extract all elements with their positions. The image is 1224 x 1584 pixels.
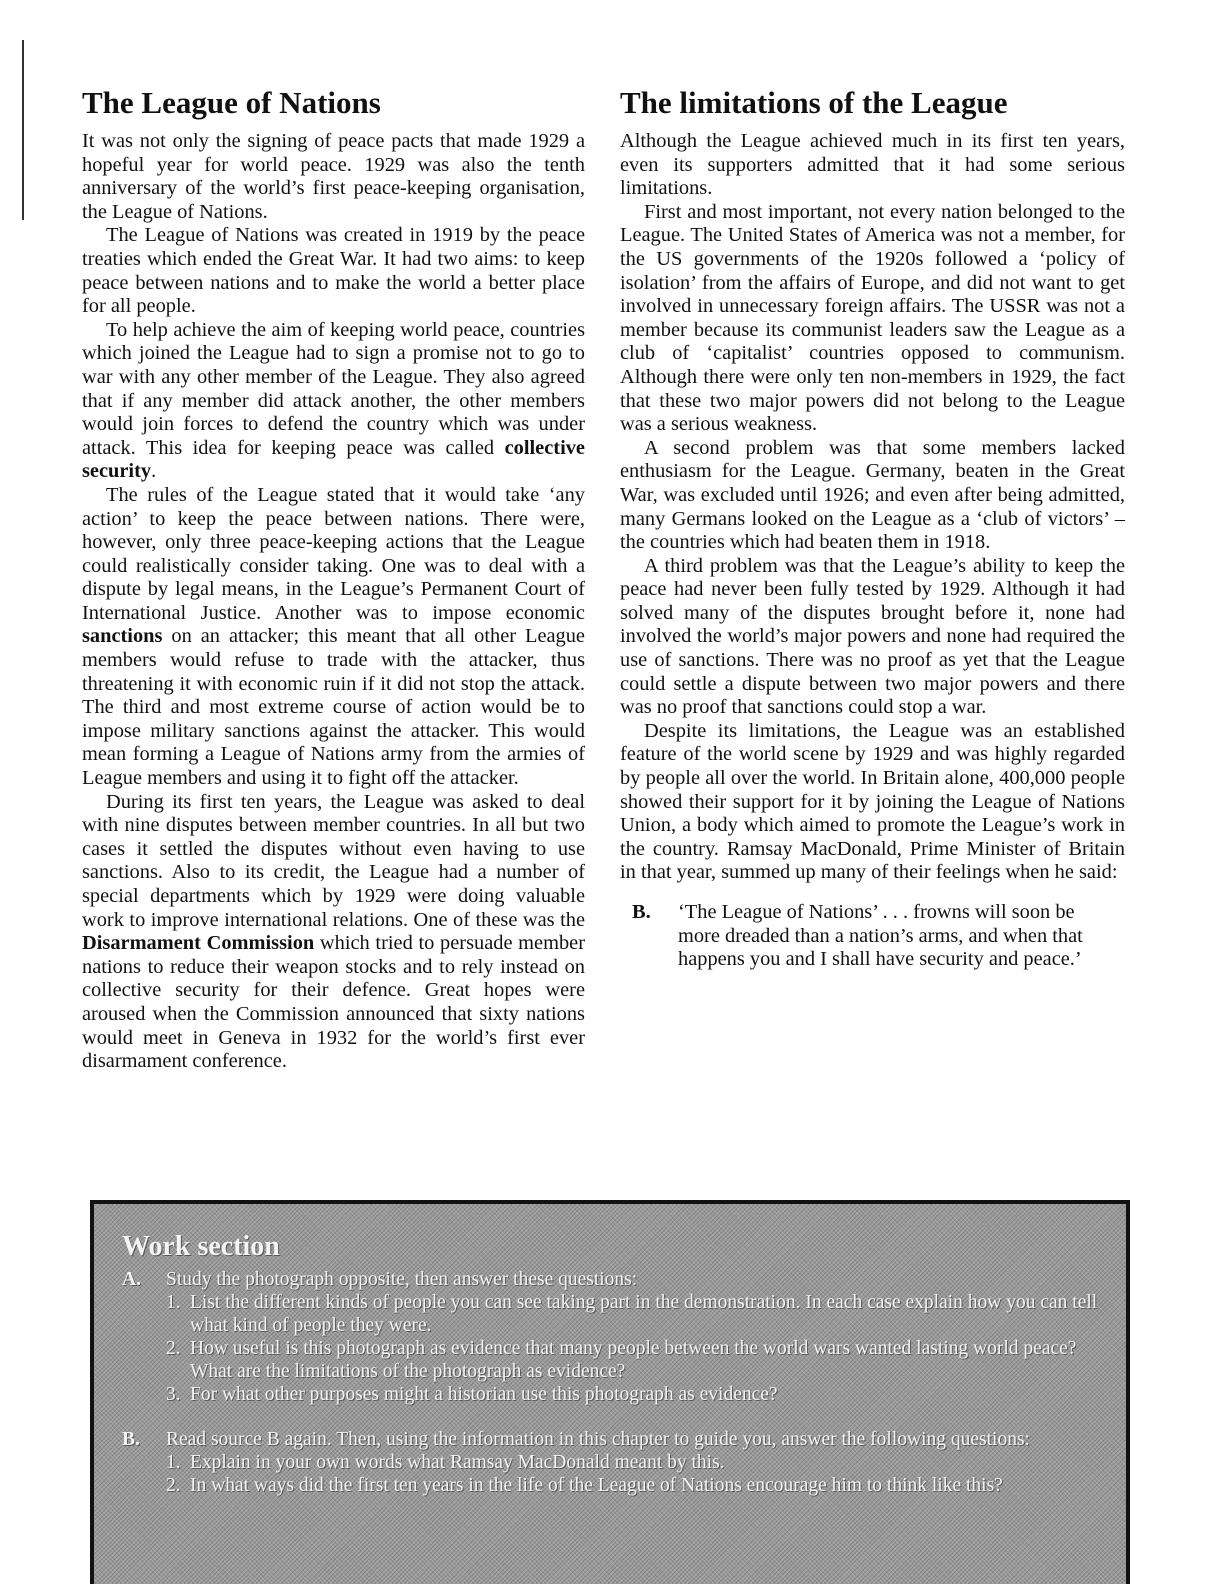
- paragraph-text: During its first ten years, the League was asked to deal with nine disputes between member countries. In all but two cases it settled the disputes without even having to use sanctions. Also to its credit, the League had a number of special departments which by 1929 were doing valuable work to improve international relations. One of these was the: [82, 790, 585, 931]
- paragraph: First and most important, not every nation belonged to the League. The United States of America was not a member, for the US governments of the 1920s followed a ‘policy of isolation’ from the affairs of Europe, and did not want to get involved in unnecessary foreign affairs. The USSR was not a member because its communist leaders saw the League as a club of ‘capitalist’ countries opposed to communism. Although there were only ten non-members in 1929, the fact that these two major powers did not belong to the League was a serious weakness.: [620, 200, 1125, 436]
- question-number: 1.: [166, 1292, 181, 1313]
- question-item: [166, 1337, 1106, 1383]
- question-text: In what ways did the first ten years in the life of the League of Nations encourage him to think like this?: [190, 1475, 1003, 1496]
- work-section-box: [90, 1200, 1130, 1584]
- question-instruction: Read source B again. Then, using the information in this chapter to guide you, answer the following questions:: [166, 1429, 1030, 1450]
- question-group-b: [122, 1428, 1106, 1451]
- question-text: Explain in your own words what Ramsay MacDonald meant by this.: [190, 1452, 725, 1473]
- question-number: 2.: [166, 1338, 181, 1359]
- paragraph: Despite its limitations, the League was an established feature of the world scene by 1929 and was highly regarded by people all over the world. In Britain alone, 400,000 people showed their support for it by joining the League of Nations Union, a body which aimed to promote the League’s work in the country. Ramsay MacDonald, Prime Minister of Britain in that year, summed up many of their feelings when he said:: [620, 719, 1125, 884]
- section-title-limitations: The limitations of the League: [620, 85, 1008, 120]
- question-number: 3.: [166, 1384, 181, 1405]
- question-letter: A.: [122, 1269, 141, 1290]
- question-number: 2.: [166, 1475, 181, 1496]
- key-term: sanctions: [82, 625, 163, 648]
- question-letter: B.: [122, 1429, 140, 1450]
- paragraph: A third problem was that the League’s ability to keep the peace had never been fully tested by 1929. Although it had solved many of the disputes brought before it, none had involved the world’s major powers and none had required the use of sanctions. There was no proof as yet that the League could settle a dispute between two major powers and there was no proof that sanctions could stop a war.: [620, 554, 1125, 719]
- paragraph: The League of Nations was created in 1919 by the peace treaties which ended the Great War. It had two aims: to keep peace between nations and to make the world a better place for all people.: [82, 224, 585, 318]
- key-term: Disarmament Commission: [82, 932, 315, 955]
- question-list-b: [166, 1451, 1106, 1497]
- question-text: For what other purposes might a historian use this photograph as evidence?: [190, 1384, 778, 1405]
- paragraph-text: on an attacker; this meant that all other League members would refuse to trade with the attacker, thus threatening it with economic ruin if it did not stop the attack. The third and most extreme course of action would be to impose military sanctions against the attacker. This would mean forming a League of Nations army from the armies of League members and using it to fight off the attacker.: [82, 625, 585, 790]
- paragraph: [82, 319, 585, 484]
- question-item: [166, 1474, 1106, 1497]
- section-title-league-of-nations: The League of Nations: [82, 85, 381, 120]
- question-number: 1.: [166, 1452, 181, 1473]
- paragraph-text: which tried to persuade member nations to reduce their weapon stocks and to rely instead on collective security for their defence. Great hopes were aroused when the Commission announced that sixty nations would meet in Geneva in 1932 for the world’s first ever disarmament conference.: [82, 932, 585, 1073]
- question-item: [166, 1451, 1106, 1474]
- key-term: collective security: [82, 436, 585, 483]
- source-label: B.: [632, 901, 651, 923]
- work-section-title: Work section: [122, 1231, 280, 1262]
- left-column: [82, 84, 585, 1074]
- paragraph: [82, 791, 585, 1074]
- paragraph: A second problem was that some members lacked enthusiasm for the League. Germany, beaten in the Great War, was excluded until 1926; and even after being admitted, many Germans looked on the League as a ‘club of victors’ – the countries which had beaten them in 1918.: [620, 436, 1125, 554]
- paragraph-text: .: [151, 460, 157, 483]
- paragraph: Although the League achieved much in its first ten years, even its supporters admitted that it had some serious limitations.: [620, 130, 1125, 200]
- paragraph: [82, 484, 585, 791]
- binding-margin-line: [22, 40, 24, 220]
- paragraph-text: The rules of the League stated that it would take ‘any action’ to keep the peace between nations. There were, however, only three peace-keeping actions that the League could realistically consider taking. One was to deal with a dispute by legal means, in the League’s Permanent Court of International Justice. Another was to impose economic: [82, 483, 585, 624]
- paragraph: It was not only the signing of peace pacts that made 1929 a hopeful year for world peace. 1929 was also the tenth anniversary of the world’s first peace-keeping organisation, the League of Nations.: [82, 130, 585, 223]
- question-instruction: Study the photograph opposite, then answer these questions:: [166, 1269, 638, 1290]
- source-quote: [620, 901, 1125, 972]
- paragraph-text: To help achieve the aim of keeping world peace, countries which joined the League had to sign a promise not to go to war with any other member of the League. They also agreed that if any member did attack another, the other members would join forces to defend the country which was under attack. This idea for keeping peace was called: [82, 318, 585, 459]
- question-item: [166, 1383, 1106, 1406]
- question-group-a: [122, 1268, 1106, 1291]
- question-text: List the different kinds of people you can see taking part in the demonstration. In each case explain how you can tell what kind of people they were.: [190, 1292, 1098, 1336]
- question-list-a: [166, 1291, 1106, 1406]
- source-quote-text: ‘The League of Nations’ . . . frowns will soon be more dreaded than a nation’s arms, and when that happens you and I shall have security and peace.’: [678, 901, 1083, 971]
- question-item: [166, 1291, 1106, 1337]
- right-column: [620, 84, 1125, 972]
- question-text: How useful is this photograph as evidence that many people between the world wars wanted lasting world peace? What are the limitations of the photograph as evidence?: [190, 1338, 1077, 1382]
